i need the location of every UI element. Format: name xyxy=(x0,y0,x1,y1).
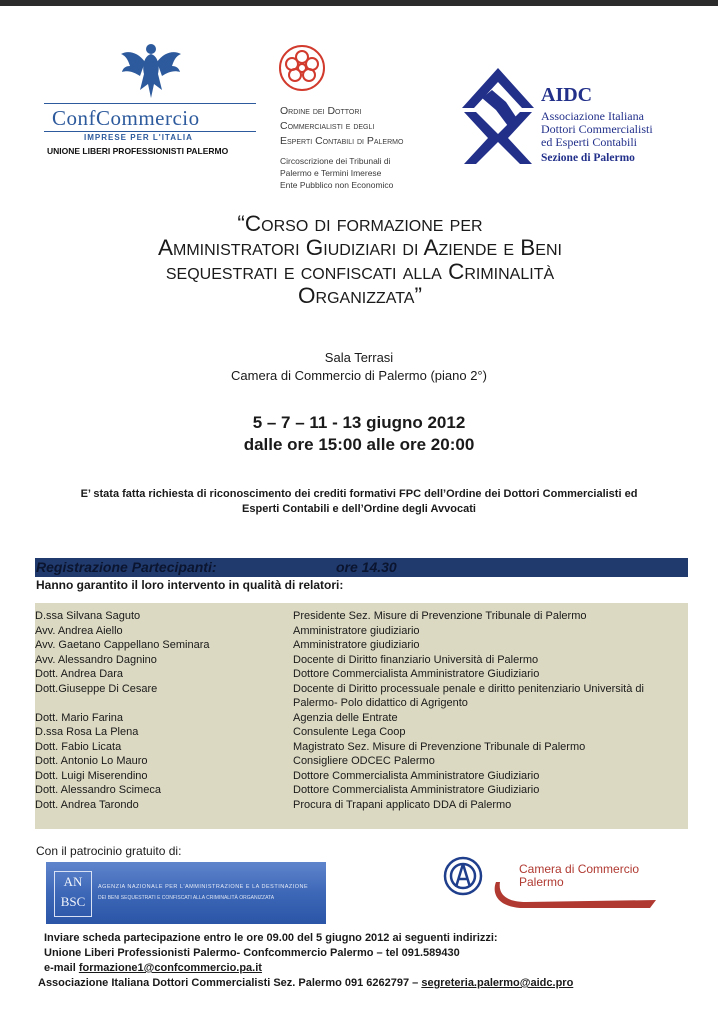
odcec-line: Ordine dei Dottori xyxy=(280,105,362,117)
speaker-role: Procura di Trapani applicato DDA di Palermo xyxy=(293,798,512,811)
speaker-role: Dottore Commercialista Amministratore Giudiziario xyxy=(293,769,540,782)
speaker-name: Dott. Fabio Licata xyxy=(35,740,122,753)
speaker-name: Dott. Mario Farina xyxy=(35,711,124,724)
speaker-role: Amministratore giudiziario xyxy=(293,624,420,637)
venue xyxy=(100,349,618,385)
speaker-name: Dott. Andrea Tarondo xyxy=(35,798,139,811)
confcommercio-rule-bottom xyxy=(44,131,256,132)
footer xyxy=(38,931,574,991)
camera-commercio-swoosh-icon xyxy=(490,880,660,912)
anbsc-mark-line: BSC xyxy=(60,894,86,909)
odcec-sub-line: Ente Pubblico non Economico xyxy=(280,180,394,190)
odcec-sub-line: Palermo e Termini Imerese xyxy=(280,168,382,178)
odcec-sub-line: Circoscrizione dei Tribunali di xyxy=(280,156,391,166)
footer-aidc-row xyxy=(38,976,573,991)
speaker-name: Avv. Alessandro Dagnino xyxy=(35,653,157,666)
speaker-role: Agenzia delle Entrate xyxy=(293,711,398,724)
speaker-name: Avv. Gaetano Cappellano Seminara xyxy=(35,639,210,651)
venue-place: Camera di Commercio di Palermo (piano 2°) xyxy=(231,368,487,383)
aidc-line: Dottori Commercialisti xyxy=(541,122,653,136)
camera-commercio-emblem-icon xyxy=(442,855,484,897)
confcommercio-rule-top xyxy=(44,103,256,104)
anbsc-text: DEI BENI SEQUESTRATI E CONFISCATI ALLA CRIMINALITÀ ORGANIZZATA xyxy=(98,895,275,901)
speaker-role: Consigliere ODCEC Palermo xyxy=(293,755,435,767)
registration-label: Registrazione Partecipanti: xyxy=(36,559,217,575)
title-line: Organizzata” xyxy=(298,283,422,308)
speaker-role: Docente di Diritto processuale penale e diritto penitenziario Università di Palermo- Polo didattico di Agrigento xyxy=(293,682,644,709)
odcec-emblem-icon xyxy=(276,42,328,94)
title-line: Amministratori Giudiziari di Aziende e Beni xyxy=(158,235,562,260)
speaker-role: Dottore Commercialista Amministratore Giudiziario xyxy=(293,784,540,796)
course-title xyxy=(60,212,660,308)
speaker-name: Dott. Luigi Miserendino xyxy=(35,769,148,782)
schedule xyxy=(100,412,618,456)
camera-commercio-line: Palermo xyxy=(519,875,564,889)
speaker-role: Magistrato Sez. Misure di Prevenzione Tribunale di Palermo xyxy=(293,740,586,753)
speaker-name: Avv. Andrea Aiello xyxy=(35,624,123,637)
anbsc-logo xyxy=(46,862,326,924)
schedule-hours: dalle ore 15:00 alle ore 20:00 xyxy=(243,435,475,454)
odcec-name xyxy=(280,104,403,149)
camera-commercio-line: Camera di Commercio xyxy=(519,862,640,876)
footer-line: Inviare scheda partecipazione entro le ore 09.00 del 5 giugno 2012 ai seguenti indirizzi: xyxy=(44,932,498,944)
title-line: “Corso di formazione per xyxy=(237,211,483,236)
aidc-full-name xyxy=(541,110,653,149)
speaker-role: Dottore Commercialista Amministratore Giudiziario xyxy=(293,668,540,680)
speaker-name: Dott. Alessandro Scimeca xyxy=(35,784,161,796)
eagle-icon xyxy=(118,40,184,102)
aidc-emblem-icon xyxy=(462,68,534,164)
anbsc-mark xyxy=(54,871,92,917)
title-line: sequestrati e confiscati alla Criminalità xyxy=(165,259,555,284)
patronage-label: Con il patrocinio gratuito di: xyxy=(36,844,182,858)
email-link-aidc[interactable]: segreteria.palermo@aidc.pro xyxy=(421,977,574,989)
confcommercio-tagline: IMPRESE PER L'ITALIA xyxy=(84,133,193,142)
registration-time: ore 14.30 xyxy=(336,559,397,575)
anbsc-mark-line: AN xyxy=(63,874,83,889)
speaker-name: Dott.Giuseppe Di Cesare xyxy=(35,682,158,695)
credits-note: E’ stata fatta richiesta di riconoscimento dei crediti formativi FPC dell’Ordine dei Dottori Commercialisti ed Esperti Contabili e dell’Ordine degli Avvocati xyxy=(80,488,638,515)
speaker-name: Dott. Andrea Dara xyxy=(35,668,124,680)
confcommercio-unit: UNIONE LIBERI PROFESSIONISTI PALERMO xyxy=(47,146,229,156)
speakers-table xyxy=(35,603,688,829)
email-link-confcommercio[interactable]: formazione1@confcommercio.pa.it xyxy=(78,962,262,974)
footer-line: Associazione Italiana Dottori Commercialisti Sez. Palermo 091 6262797 – xyxy=(38,977,422,989)
speaker-name: D.ssa Rosa La Plena xyxy=(35,726,139,738)
footer-line: Unione Liberi Professionisti Palermo- Confcommercio Palermo – tel 091.589430 xyxy=(44,947,460,959)
schedule-dates: 5 – 7 – 11 - 13 giugno 2012 xyxy=(252,413,466,432)
odcec-subtitle xyxy=(280,155,393,191)
aidc-line: Associazione Italiana xyxy=(541,109,644,123)
footer-email-label: e-mail xyxy=(44,962,79,974)
speaker-role: Consulente Lega Coop xyxy=(293,726,406,738)
speaker-name: D.ssa Silvana Saguto xyxy=(35,610,141,622)
speaker-role: Docente di Diritto finanziario Università di Palermo xyxy=(293,653,539,666)
anbsc-text: AGENZIA NAZIONALE PER L'AMMINISTRAZIONE E LA DESTINAZIONE xyxy=(98,884,309,890)
speaker-name: Dott. Antonio Lo Mauro xyxy=(35,755,148,767)
footer-email-row xyxy=(44,961,573,976)
top-border xyxy=(0,0,718,6)
aidc-name: AIDC xyxy=(541,84,593,106)
speakers-heading: Hanno garantito il loro intervento in qualità di relatori: xyxy=(36,578,344,592)
speaker-role: Presidente Sez. Misure di Prevenzione Tribunale di Palermo xyxy=(293,610,587,622)
venue-room: Sala Terrasi xyxy=(324,350,394,365)
speaker-role: Amministratore giudiziario xyxy=(293,639,420,651)
odcec-line: Esperti Contabili di Palermo xyxy=(280,135,404,147)
aidc-section: Sezione di Palermo xyxy=(541,152,635,164)
aidc-line: ed Esperti Contabili xyxy=(541,135,637,149)
odcec-line: Commercialisti e degli xyxy=(280,120,375,132)
confcommercio-name: ConfCommercio xyxy=(52,106,200,130)
